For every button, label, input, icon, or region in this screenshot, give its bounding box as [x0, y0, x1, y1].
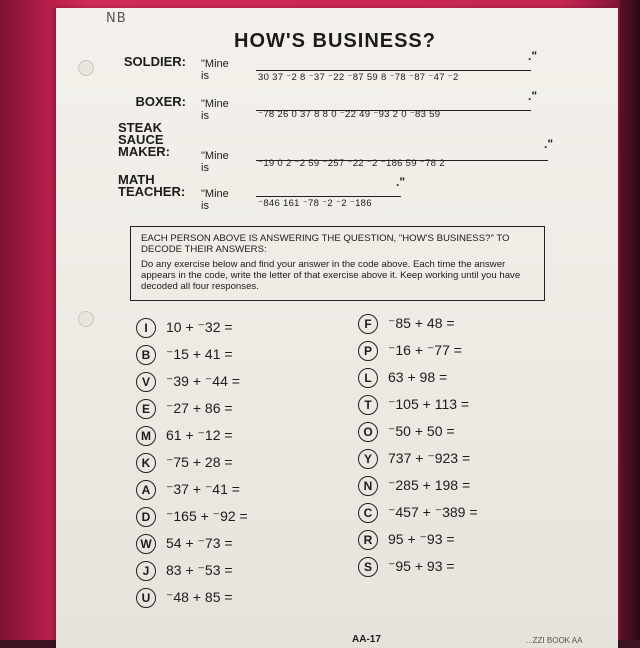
worksheet-page — [56, 8, 618, 648]
person-label — [106, 56, 186, 68]
exercise-letter: N — [358, 476, 378, 496]
folder-edge — [620, 0, 640, 640]
exercise-expression: ⁻105 + 113 = — [388, 396, 470, 412]
exercise-letter: W — [136, 534, 156, 554]
answer-line[interactable] — [256, 70, 531, 71]
person-label-line: TEACHER: — [118, 184, 186, 199]
answer-line[interactable] — [256, 196, 401, 197]
exercise-letter: J — [136, 561, 156, 581]
person-label-line: BOXER: — [135, 94, 186, 109]
closing-quote: ." — [528, 49, 538, 63]
exercise-letter: B — [136, 345, 156, 365]
person-label — [118, 122, 198, 158]
code-numbers: 30 37 ⁻2 8 ⁻37 ⁻22 ⁻87 59 8 ⁻78 ⁻87 ⁻47 ⁻2 — [258, 72, 459, 83]
exercise-letter: R — [358, 530, 378, 550]
mine-is-label: "Mine is — [201, 188, 229, 212]
exercise-expression: ⁻27 + 86 = — [166, 400, 233, 416]
exercise-letter: D — [136, 507, 156, 527]
exercise-expression: ⁻37 + ⁻41 = — [166, 481, 240, 497]
person-label-line: SAUCE — [118, 132, 164, 147]
mine-is-label: "Mine is — [201, 150, 229, 174]
exercise-expression: ⁻50 + 50 = — [388, 423, 455, 439]
exercise-letter: E — [136, 399, 156, 419]
exercise-expression: 63 + 98 = — [388, 369, 448, 385]
exercise-letter: P — [358, 341, 378, 361]
exercise-expression: ⁻48 + 85 = — [166, 589, 233, 605]
person-label-line: MATH — [118, 172, 155, 187]
closing-quote: ." — [544, 137, 554, 151]
exercise-expression: ⁻165 + ⁻92 = — [166, 508, 248, 524]
exercise-letter: U — [136, 588, 156, 608]
person-label — [118, 174, 198, 198]
exercise-letter: S — [358, 557, 378, 577]
punch-hole — [78, 60, 94, 76]
instructions-question: EACH PERSON ABOVE IS ANSWERING THE QUESTION, "HOW'S BUSINESS?" TO DECODE THEIR ANSWERS: — [141, 233, 510, 255]
punch-hole — [78, 311, 94, 327]
exercise-expression: 10 + ⁻32 = — [166, 319, 233, 335]
mine-is-label: "Mine is — [201, 98, 229, 122]
instructions-body: Do any exercise below and find your answer in the code above. Each time the answer appears in the code, write the letter of that exercise above it. Keep working until you have decoded all four responses. — [141, 259, 521, 292]
handwritten-note: NB — [106, 11, 127, 26]
code-numbers: ⁻78 26 0 37 8 8 0 ⁻22 49 ⁻93 2 0 ⁻83 59 — [258, 109, 441, 120]
code-numbers: ⁻19 0 2 ⁻2 59 ⁻257 ⁻22 ⁻2 ⁻186 59 ⁻78 2 — [258, 158, 445, 169]
exercise-expression: 737 + ⁻923 = — [388, 450, 471, 466]
exercise-letter: C — [358, 503, 378, 523]
mine-is-label: "Mine is — [201, 58, 229, 82]
page-code: AA-17 — [352, 634, 381, 645]
exercise-expression: ⁻285 + 198 = — [388, 477, 471, 493]
exercise-letter: L — [358, 368, 378, 388]
exercise-letter: I — [136, 318, 156, 338]
exercise-expression: ⁻16 + ⁻77 = — [388, 342, 462, 358]
instructions-box — [130, 226, 545, 301]
exercise-expression: ⁻75 + 28 = — [166, 454, 233, 470]
exercise-letter: O — [358, 422, 378, 442]
person-label-line: MAKER: — [118, 144, 170, 159]
exercise-expression: ⁻15 + 41 = — [166, 346, 233, 362]
worksheet-title: HOW'S BUSINESS? — [234, 30, 436, 52]
code-numbers: ⁻846 161 ⁻78 ⁻2 ⁻2 ⁻186 — [258, 198, 372, 209]
exercise-letter: K — [136, 453, 156, 473]
exercise-letter: M — [136, 426, 156, 446]
exercise-letter: A — [136, 480, 156, 500]
exercise-expression: ⁻85 + 48 = — [388, 315, 455, 331]
person-label-line: SOLDIER: — [123, 54, 186, 69]
exercise-expression: 61 + ⁻12 = — [166, 427, 233, 443]
exercise-letter: V — [136, 372, 156, 392]
exercise-letter: Y — [358, 449, 378, 469]
exercise-expression: 95 + ⁻93 = — [388, 531, 455, 547]
closing-quote: ." — [528, 89, 538, 103]
exercise-expression: 54 + ⁻73 = — [166, 535, 233, 551]
person-label-line: STEAK — [118, 120, 163, 135]
closing-quote: ." — [396, 175, 406, 189]
person-label — [106, 96, 186, 108]
exercise-expression: ⁻39 + ⁻44 = — [166, 373, 240, 389]
exercise-letter: F — [358, 314, 378, 334]
exercise-expression: 83 + ⁻53 = — [166, 562, 233, 578]
exercise-expression: ⁻95 + 93 = — [388, 558, 455, 574]
book-credit: ...ZZI BOOK AA — [526, 636, 583, 645]
exercise-expression: ⁻457 + ⁻389 = — [388, 504, 478, 520]
exercise-letter: T — [358, 395, 378, 415]
